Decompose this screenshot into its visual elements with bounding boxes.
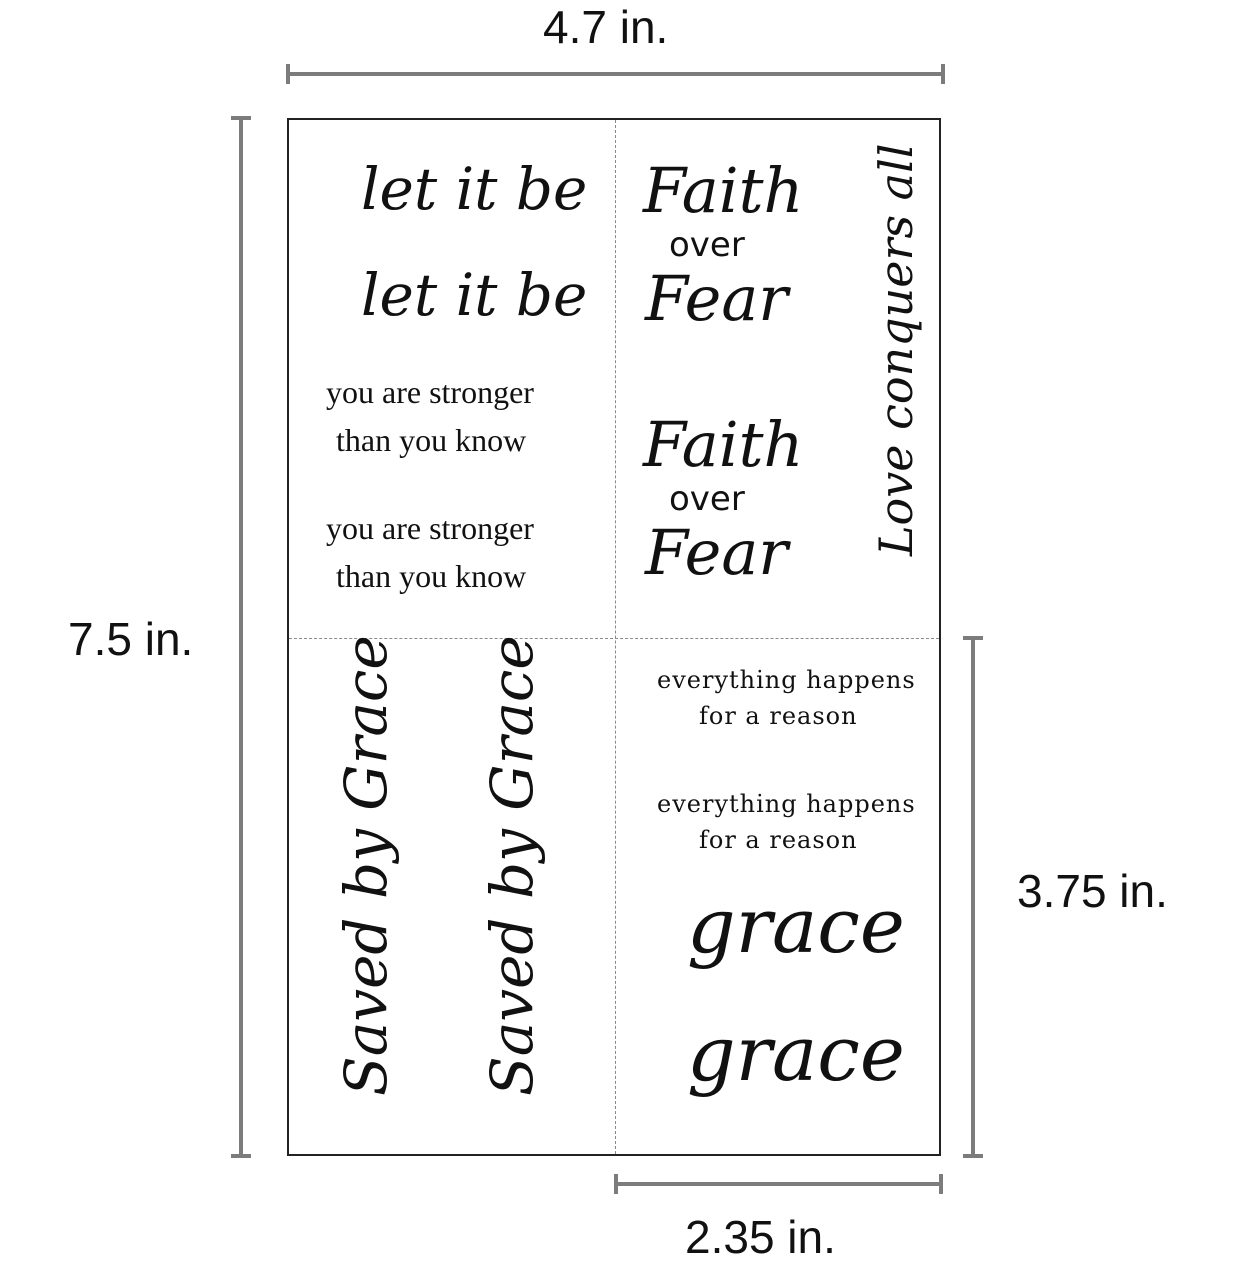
faith-text-1: Faith bbox=[643, 154, 804, 227]
grace-text-1: grace bbox=[687, 881, 905, 970]
fear-text-2: Fear bbox=[645, 516, 788, 589]
grace-text-2: grace bbox=[687, 1009, 905, 1098]
over-text-2: over bbox=[669, 479, 745, 519]
let-it-be-text-2: let it be bbox=[361, 261, 588, 329]
height-label: 7.5 in. bbox=[68, 613, 194, 665]
fear-text-1: Fear bbox=[645, 262, 788, 335]
stronger-text-2-line1: you are stronger bbox=[326, 510, 534, 546]
everything-happens-text-1-line2: for a reason bbox=[699, 702, 858, 730]
everything-happens-text-1-line1: everything happens bbox=[657, 666, 916, 694]
stronger-text-2-line2: than you know bbox=[336, 558, 527, 594]
half-height-label: 3.75 in. bbox=[1017, 865, 1168, 917]
saved-by-grace-text-2: Saved by Grace bbox=[478, 635, 546, 1096]
everything-happens-text-2-line2: for a reason bbox=[699, 826, 858, 854]
faith-text-2: Faith bbox=[643, 408, 804, 481]
over-text-1: over bbox=[669, 225, 745, 265]
tattoo-sheet bbox=[287, 118, 941, 1156]
let-it-be-text-1: let it be bbox=[361, 155, 588, 223]
everything-happens-text-2-line1: everything happens bbox=[657, 790, 916, 818]
saved-by-grace-text-1: Saved by Grace bbox=[332, 635, 400, 1096]
vertical-cut-line bbox=[615, 120, 616, 1154]
stronger-text-1-line1: you are stronger bbox=[326, 374, 534, 410]
half-width-label: 2.35 in. bbox=[685, 1211, 836, 1263]
love-conquers-all-text: Love conquers all bbox=[869, 143, 923, 556]
stronger-text-1-line2: than you know bbox=[336, 422, 527, 458]
width-label: 4.7 in. bbox=[543, 1, 669, 53]
